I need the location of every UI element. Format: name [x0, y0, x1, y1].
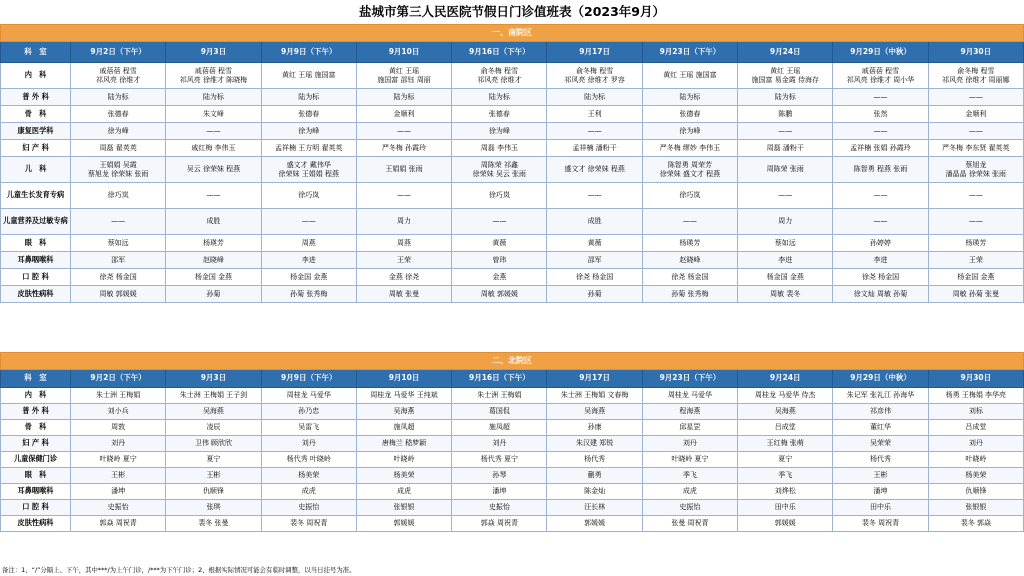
duty-cell: 吴云 徐荣妹 程燕 — [166, 157, 261, 183]
duty-cell: 叶晓岭 夏宁 — [71, 452, 166, 468]
duty-cell: 杨美荣 — [261, 468, 356, 484]
duty-cell: 周力 — [356, 209, 451, 235]
duty-cell: 周磊 潘粉干 — [738, 140, 833, 157]
dept-name: 儿 科 — [1, 157, 71, 183]
duty-cell: 俞冬梅 程雪 祁风亮 徐维才 — [452, 63, 547, 89]
duty-cell: 叶晓岭 夏宁 — [642, 452, 737, 468]
duty-cell: 徐为峰 — [642, 123, 737, 140]
duty-cell: 孙菊 张秀梅 — [261, 286, 356, 303]
duty-cell: 周陈荣 祁鑫 徐荣妹 吴云 张雨 — [452, 157, 547, 183]
duty-cell: 徐巧岚 — [71, 183, 166, 209]
duty-cell: 刘丹 — [452, 436, 547, 452]
date-header: 9月23日（下午） — [642, 42, 737, 63]
duty-cell: 徐巧岚 — [261, 183, 356, 209]
duty-cell: 裴冬 周祝青 — [261, 516, 356, 532]
dept-name: 普 外 科 — [1, 89, 71, 106]
dept-name: 耳鼻咽喉科 — [1, 252, 71, 269]
duty-cell: 郭媛媛 — [738, 516, 833, 532]
section-title: 一、南院区 — [1, 25, 1024, 42]
dept-header: 科 室 — [1, 370, 71, 388]
duty-cell: 杨美荣 — [356, 468, 451, 484]
duty-cell: 郭焱 周祝青 — [71, 516, 166, 532]
duty-cell: 徐尧 杨金国 — [833, 269, 928, 286]
duty-cell: 陈金灿 — [547, 484, 642, 500]
duty-cell: 邵军 — [71, 252, 166, 269]
duty-cell: 王娟娟 吴霞 蔡旭龙 徐荣妹 张雨 — [71, 157, 166, 183]
duty-cell: 严冬梅 孙霞玲 — [356, 140, 451, 157]
duty-cell: 周磊 李伟玉 — [452, 140, 547, 157]
duty-cell: 刘丹 — [261, 436, 356, 452]
duty-cell: 张银银 — [928, 500, 1023, 516]
duty-cell: 王彬 — [833, 468, 928, 484]
schedule-row — [1, 123, 1024, 140]
duty-cell: —— — [928, 183, 1023, 209]
duty-cell: 蔡旭龙 潘晶晶 徐荣妹 张雨 — [928, 157, 1023, 183]
duty-cell: 周磊 翟英英 — [71, 140, 166, 157]
duty-cell: 张银银 — [356, 500, 451, 516]
duty-cell: 徐为峰 — [452, 123, 547, 140]
duty-cell: 裴冬 张曼 — [166, 516, 261, 532]
date-header: 9月17日 — [547, 42, 642, 63]
dept-name: 妇 产 科 — [1, 140, 71, 157]
duty-cell: 朱文峰 — [166, 106, 261, 123]
duty-cell: 黄薇 — [452, 235, 547, 252]
duty-cell: 黄红 王瑶 施国富 — [642, 63, 737, 89]
duty-cell: 杨金国 金燕 — [928, 269, 1023, 286]
duty-cell: 李进 — [738, 252, 833, 269]
duty-cell: 叶晓岭 — [928, 452, 1023, 468]
duty-cell: 张德春 — [71, 106, 166, 123]
duty-cell: 周燕 — [356, 235, 451, 252]
duty-cell: 周燕 — [261, 235, 356, 252]
duty-cell: 黄红 王瑶 施国富 邵钰 周丽 — [356, 63, 451, 89]
duty-cell: 凌辰 — [166, 420, 261, 436]
schedule-row — [1, 436, 1024, 452]
duty-cell: 曾玮 — [452, 252, 547, 269]
section-row — [1, 25, 1024, 42]
duty-cell: —— — [738, 123, 833, 140]
duty-cell: 蔡如远 — [738, 235, 833, 252]
duty-cell: 裴冬 周祝青 — [833, 516, 928, 532]
date-header: 9月10日 — [356, 370, 451, 388]
duty-cell: 周桂龙 马爱华 — [642, 388, 737, 404]
duty-cell: 杨瑛芳 — [928, 235, 1023, 252]
duty-cell: 刘标 — [928, 404, 1023, 420]
dept-name: 儿童生长发育专病 — [1, 183, 71, 209]
page-title: 盐城市第三人民医院节假日门诊值班表（2023年9月） — [359, 4, 665, 19]
duty-cell: 孟祥楠 潘粉干 — [547, 140, 642, 157]
duty-cell: 王红梅 张萌 — [738, 436, 833, 452]
duty-cell: 杨金国 金燕 — [738, 269, 833, 286]
schedule-row — [1, 516, 1024, 532]
duty-cell: 郭焱 周祝青 — [452, 516, 547, 532]
duty-cell: 杨瑛芳 — [642, 235, 737, 252]
duty-cell: 戚红梅 李伟玉 — [166, 140, 261, 157]
duty-cell: 盛文才 戴伟华 徐荣妹 王娟娟 程燕 — [261, 157, 356, 183]
date-header: 9月24日 — [738, 42, 833, 63]
duty-cell: 吴海燕 — [547, 404, 642, 420]
duty-cell: —— — [71, 209, 166, 235]
duty-cell: 蔡如远 — [71, 235, 166, 252]
schedule-row — [1, 252, 1024, 269]
duty-cell: —— — [833, 209, 928, 235]
duty-cell: 郭媛媛 — [356, 516, 451, 532]
dept-name: 口 腔 科 — [1, 500, 71, 516]
duty-cell: 施凤超 — [356, 420, 451, 436]
duty-cell: 孟祥楠 张娟 孙霞玲 — [833, 140, 928, 157]
duty-cell: 朱士洲 王梅娟 — [71, 388, 166, 404]
duty-cell: 王荣 — [928, 252, 1023, 269]
duty-cell: 戚蓓蓓 程雪 祁风亮 徐维才 陈晓梅 — [166, 63, 261, 89]
duty-cell: 夏宁 — [166, 452, 261, 468]
duty-cell: 周桂龙 马爱华 王纯斌 — [356, 388, 451, 404]
duty-cell: 潘坤 — [452, 484, 547, 500]
section-row — [1, 353, 1024, 370]
duty-cell: 董红华 — [833, 420, 928, 436]
header-row — [1, 370, 1024, 388]
dept-name: 内 科 — [1, 388, 71, 404]
duty-cell: 田中乐 — [833, 500, 928, 516]
duty-cell: 邵军 — [547, 252, 642, 269]
duty-cell: 汪长林 — [547, 500, 642, 516]
duty-cell: 吴海燕 — [356, 404, 451, 420]
schedule-row — [1, 452, 1024, 468]
duty-cell: 杨代秀 叶晓岭 — [261, 452, 356, 468]
dept-name: 康复医学科 — [1, 123, 71, 140]
duty-cell: 史振怡 — [261, 500, 356, 516]
duty-cell: 程海燕 — [642, 404, 737, 420]
duty-cell: 潘坤 — [833, 484, 928, 500]
footnote: 备注：1、“/”分隔上、下午，其中***/为上午门诊，/***为下午门诊；2、根据实际情况可能会有临时调整，以当日挂号为准。 — [2, 566, 356, 574]
duty-cell: 邱星罡 — [642, 420, 737, 436]
schedule-row — [1, 89, 1024, 106]
duty-cell: 张德春 — [642, 106, 737, 123]
duty-cell: 周敏 郭媛媛 — [71, 286, 166, 303]
schedule-row — [1, 183, 1024, 209]
duty-cell: 金燕 — [452, 269, 547, 286]
duty-cell: 成胜 — [547, 209, 642, 235]
duty-cell: 成胜 — [166, 209, 261, 235]
duty-cell: 陈智勇 周荣芳 徐荣妹 盛文才 程燕 — [642, 157, 737, 183]
duty-cell: 孙康 — [547, 420, 642, 436]
duty-cell: 杨金国 金燕 — [261, 269, 356, 286]
duty-cell: —— — [642, 209, 737, 235]
date-header: 9月10日 — [356, 42, 451, 63]
duty-cell: 吕成堂 — [738, 420, 833, 436]
duty-cell: 杨金国 金燕 — [166, 269, 261, 286]
duty-cell: 严冬梅 李东贤 翟英英 — [928, 140, 1023, 157]
duty-cell: 周敏 张曼 — [356, 286, 451, 303]
duty-cell: —— — [356, 183, 451, 209]
duty-cell: 田中乐 — [738, 500, 833, 516]
duty-cell: —— — [738, 183, 833, 209]
duty-cell: 盛文才 徐荣妹 程燕 — [547, 157, 642, 183]
duty-cell: 孟祥楠 王方明 翟英英 — [261, 140, 356, 157]
duty-cell: 陆为标 — [738, 89, 833, 106]
schedule-row — [1, 404, 1024, 420]
dept-name: 口 腔 科 — [1, 269, 71, 286]
duty-cell: —— — [833, 123, 928, 140]
duty-cell: 徐尧 杨金国 — [547, 269, 642, 286]
duty-cell: 李进 — [261, 252, 356, 269]
section-title: 二、北院区 — [1, 353, 1024, 370]
duty-cell: 俞冬梅 程雪 祁风亮 徐维才 周丽娜 — [928, 63, 1023, 89]
schedule-row — [1, 500, 1024, 516]
duty-cell: —— — [833, 183, 928, 209]
duty-cell: —— — [166, 183, 261, 209]
duty-cell: —— — [928, 123, 1023, 140]
duty-cell: 周敏 孙菊 张曼 — [928, 286, 1023, 303]
dept-name: 儿童保健门诊 — [1, 452, 71, 468]
duty-cell: 李进 — [833, 252, 928, 269]
duty-cell: 孙乃忠 — [261, 404, 356, 420]
duty-cell: 季飞 — [642, 468, 737, 484]
duty-cell: 葛国侃 — [452, 404, 547, 420]
schedule-row — [1, 106, 1024, 123]
duty-cell: 徐为峰 — [261, 123, 356, 140]
duty-cell: 陆为标 — [71, 89, 166, 106]
duty-cell: 杨代秀 夏宁 — [452, 452, 547, 468]
duty-cell: —— — [261, 209, 356, 235]
duty-cell: 孙琴 — [452, 468, 547, 484]
duty-cell: 刘烨松 — [738, 484, 833, 500]
duty-cell: 周敏 郭媛媛 — [452, 286, 547, 303]
date-header: 9月30日 — [928, 42, 1023, 63]
duty-cell: 周敦 — [71, 420, 166, 436]
duty-cell: 徐尧 杨金国 — [642, 269, 737, 286]
duty-cell: 季飞 — [738, 468, 833, 484]
duty-cell: 徐为峰 — [71, 123, 166, 140]
duty-cell: 陈智勇 程燕 张雨 — [833, 157, 928, 183]
schedule-row — [1, 157, 1024, 183]
duty-cell: 吴海燕 — [166, 404, 261, 420]
duty-cell: 赵晓峰 — [642, 252, 737, 269]
duty-cell: —— — [452, 209, 547, 235]
duty-cell: 戚蓓蓓 程雪 祁风亮 徐维才 — [71, 63, 166, 89]
dept-name: 内 科 — [1, 63, 71, 89]
duty-cell: 孙菊 张秀梅 — [642, 286, 737, 303]
duty-cell: 杨美荣 — [928, 468, 1023, 484]
duty-cell: 刘丹 — [71, 436, 166, 452]
dept-header: 科 室 — [1, 42, 71, 63]
duty-cell: 黄薇 — [547, 235, 642, 252]
duty-cell: 吴荣荣 — [833, 436, 928, 452]
duty-cell: 成虎 — [261, 484, 356, 500]
duty-cell: 杨勇 王梅娟 李华亮 — [928, 388, 1023, 404]
duty-cell: —— — [547, 123, 642, 140]
date-header: 9月3日 — [166, 42, 261, 63]
duty-cell: 蒯勇 — [547, 468, 642, 484]
duty-cell: 陈鹏 — [738, 106, 833, 123]
date-header: 9月9日（下午） — [261, 370, 356, 388]
date-header: 9月3日 — [166, 370, 261, 388]
duty-cell: 张琪 — [166, 500, 261, 516]
duty-cell: 吴雷飞 — [261, 420, 356, 436]
schedule-row — [1, 420, 1024, 436]
schedule-row — [1, 235, 1024, 252]
duty-cell: 王利 — [547, 106, 642, 123]
duty-cell: —— — [356, 123, 451, 140]
duty-cell: 王彬 — [166, 468, 261, 484]
dept-name: 眼 科 — [1, 235, 71, 252]
duty-cell: 叶晓岭 — [356, 452, 451, 468]
duty-cell: 史振怡 — [71, 500, 166, 516]
dept-name: 骨 科 — [1, 420, 71, 436]
duty-cell: 严冬梅 缪妙 李伟玉 — [642, 140, 737, 157]
duty-cell: 戚蓓蓓 程雪 祁风亮 徐维才 周小华 — [833, 63, 928, 89]
duty-cell: 裴冬 郭焱 — [928, 516, 1023, 532]
duty-cell: 成虎 — [642, 484, 737, 500]
schedule-row — [1, 484, 1024, 500]
duty-cell: 金燕 徐尧 — [356, 269, 451, 286]
schedule-row — [1, 63, 1024, 89]
duty-cell: 成虎 — [356, 484, 451, 500]
duty-cell: 周桂龙 马爱华 — [261, 388, 356, 404]
duty-cell: 陆为标 — [452, 89, 547, 106]
schedule-row — [1, 269, 1024, 286]
duty-cell: 刘丹 — [642, 436, 737, 452]
date-header: 9月9日（下午） — [261, 42, 356, 63]
duty-cell: 陆为标 — [547, 89, 642, 106]
duty-cell: 仇顺锋 — [928, 484, 1023, 500]
date-header: 9月29日（中秋） — [833, 42, 928, 63]
duty-cell: 王娟娟 张雨 — [356, 157, 451, 183]
dept-name: 皮肤性病科 — [1, 286, 71, 303]
date-header: 9月17日 — [547, 370, 642, 388]
dept-name: 普 外 科 — [1, 404, 71, 420]
duty-cell: 王荣 — [356, 252, 451, 269]
duty-cell: 陆为标 — [642, 89, 737, 106]
duty-cell: —— — [928, 209, 1023, 235]
date-header: 9月2日（下午） — [71, 42, 166, 63]
duty-cell: 朱士洲 王梅娟 文春梅 — [547, 388, 642, 404]
duty-cell: 孙婷婷 — [833, 235, 928, 252]
duty-cell: 张曼 周祝青 — [642, 516, 737, 532]
duty-cell: 杨瑛芳 — [166, 235, 261, 252]
duty-cell: 仇顺锋 — [166, 484, 261, 500]
duty-cell: 吴海燕 — [738, 404, 833, 420]
dept-name: 皮肤性病科 — [1, 516, 71, 532]
dept-name: 妇 产 科 — [1, 436, 71, 452]
south-campus-table — [0, 24, 1024, 303]
schedule-row — [1, 140, 1024, 157]
duty-cell: 周陈荣 张雨 — [738, 157, 833, 183]
duty-cell: 唐梅兰 嵇梦颖 — [356, 436, 451, 452]
duty-cell: 陆为标 — [261, 89, 356, 106]
date-header: 9月16日（下午） — [452, 42, 547, 63]
duty-cell: —— — [547, 183, 642, 209]
duty-cell: —— — [928, 89, 1023, 106]
dept-name: 骨 科 — [1, 106, 71, 123]
north-campus-table — [0, 352, 1024, 532]
schedule-row — [1, 388, 1024, 404]
duty-cell: 史振怡 — [642, 500, 737, 516]
duty-cell: 夏宁 — [738, 452, 833, 468]
dept-name: 儿童营养及过敏专病 — [1, 209, 71, 235]
duty-cell: 陆为标 — [166, 89, 261, 106]
duty-cell: 祁彦伟 — [833, 404, 928, 420]
schedule-row — [1, 286, 1024, 303]
duty-cell: 周敏 裴冬 — [738, 286, 833, 303]
date-header: 9月2日（下午） — [71, 370, 166, 388]
duty-cell: 黄红 王瑶 施国富 易金霞 侍海存 — [738, 63, 833, 89]
duty-cell: 陆为标 — [356, 89, 451, 106]
duty-cell: 杨代秀 — [833, 452, 928, 468]
duty-cell: 孙菊 — [547, 286, 642, 303]
duty-cell: 张然 — [833, 106, 928, 123]
date-header: 9月16日（下午） — [452, 370, 547, 388]
duty-cell: 杨代秀 — [547, 452, 642, 468]
schedule-row — [1, 468, 1024, 484]
date-header: 9月29日（中秋） — [833, 370, 928, 388]
duty-cell: 刘小兵 — [71, 404, 166, 420]
duty-cell: 施凤超 — [452, 420, 547, 436]
duty-cell: 徐文灿 周敏 孙菊 — [833, 286, 928, 303]
duty-cell: 吕成堂 — [928, 420, 1023, 436]
duty-cell: 王彬 — [71, 468, 166, 484]
duty-cell: 潘坤 — [71, 484, 166, 500]
duty-cell: 史振怡 — [452, 500, 547, 516]
dept-name: 耳鼻咽喉科 — [1, 484, 71, 500]
dept-name: 眼 科 — [1, 468, 71, 484]
duty-cell: 刘丹 — [928, 436, 1023, 452]
duty-cell: 卫伟 顾欣欣 — [166, 436, 261, 452]
duty-cell: 金顺利 — [928, 106, 1023, 123]
duty-cell: 周桂龙 马爱华 侍杰 — [738, 388, 833, 404]
duty-cell: 朱士洲 王梅娟 王子剑 — [166, 388, 261, 404]
duty-cell: —— — [833, 89, 928, 106]
duty-cell: 金顺利 — [356, 106, 451, 123]
duty-cell: 赵晓峰 — [166, 252, 261, 269]
duty-cell: 徐巧岚 — [452, 183, 547, 209]
duty-cell: 朱记军 张礼江 孙海华 — [833, 388, 928, 404]
duty-cell: 朱士洲 王梅娟 — [452, 388, 547, 404]
duty-cell: 俞冬梅 程雪 祁风亮 徐维才 罗容 — [547, 63, 642, 89]
duty-cell: 周力 — [738, 209, 833, 235]
duty-cell: 郭媛媛 — [547, 516, 642, 532]
duty-cell: 徐尧 杨金国 — [71, 269, 166, 286]
duty-cell: 徐巧岚 — [642, 183, 737, 209]
duty-cell: 黄红 王瑶 施国富 — [261, 63, 356, 89]
duty-cell: 朱汉建 郑锐 — [547, 436, 642, 452]
duty-cell: —— — [166, 123, 261, 140]
date-header: 9月30日 — [928, 370, 1023, 388]
date-header: 9月23日（下午） — [642, 370, 737, 388]
header-row — [1, 42, 1024, 63]
schedule-row — [1, 209, 1024, 235]
duty-cell: 孙菊 — [166, 286, 261, 303]
date-header: 9月24日 — [738, 370, 833, 388]
duty-cell: 张德春 — [452, 106, 547, 123]
duty-cell: 张德春 — [261, 106, 356, 123]
